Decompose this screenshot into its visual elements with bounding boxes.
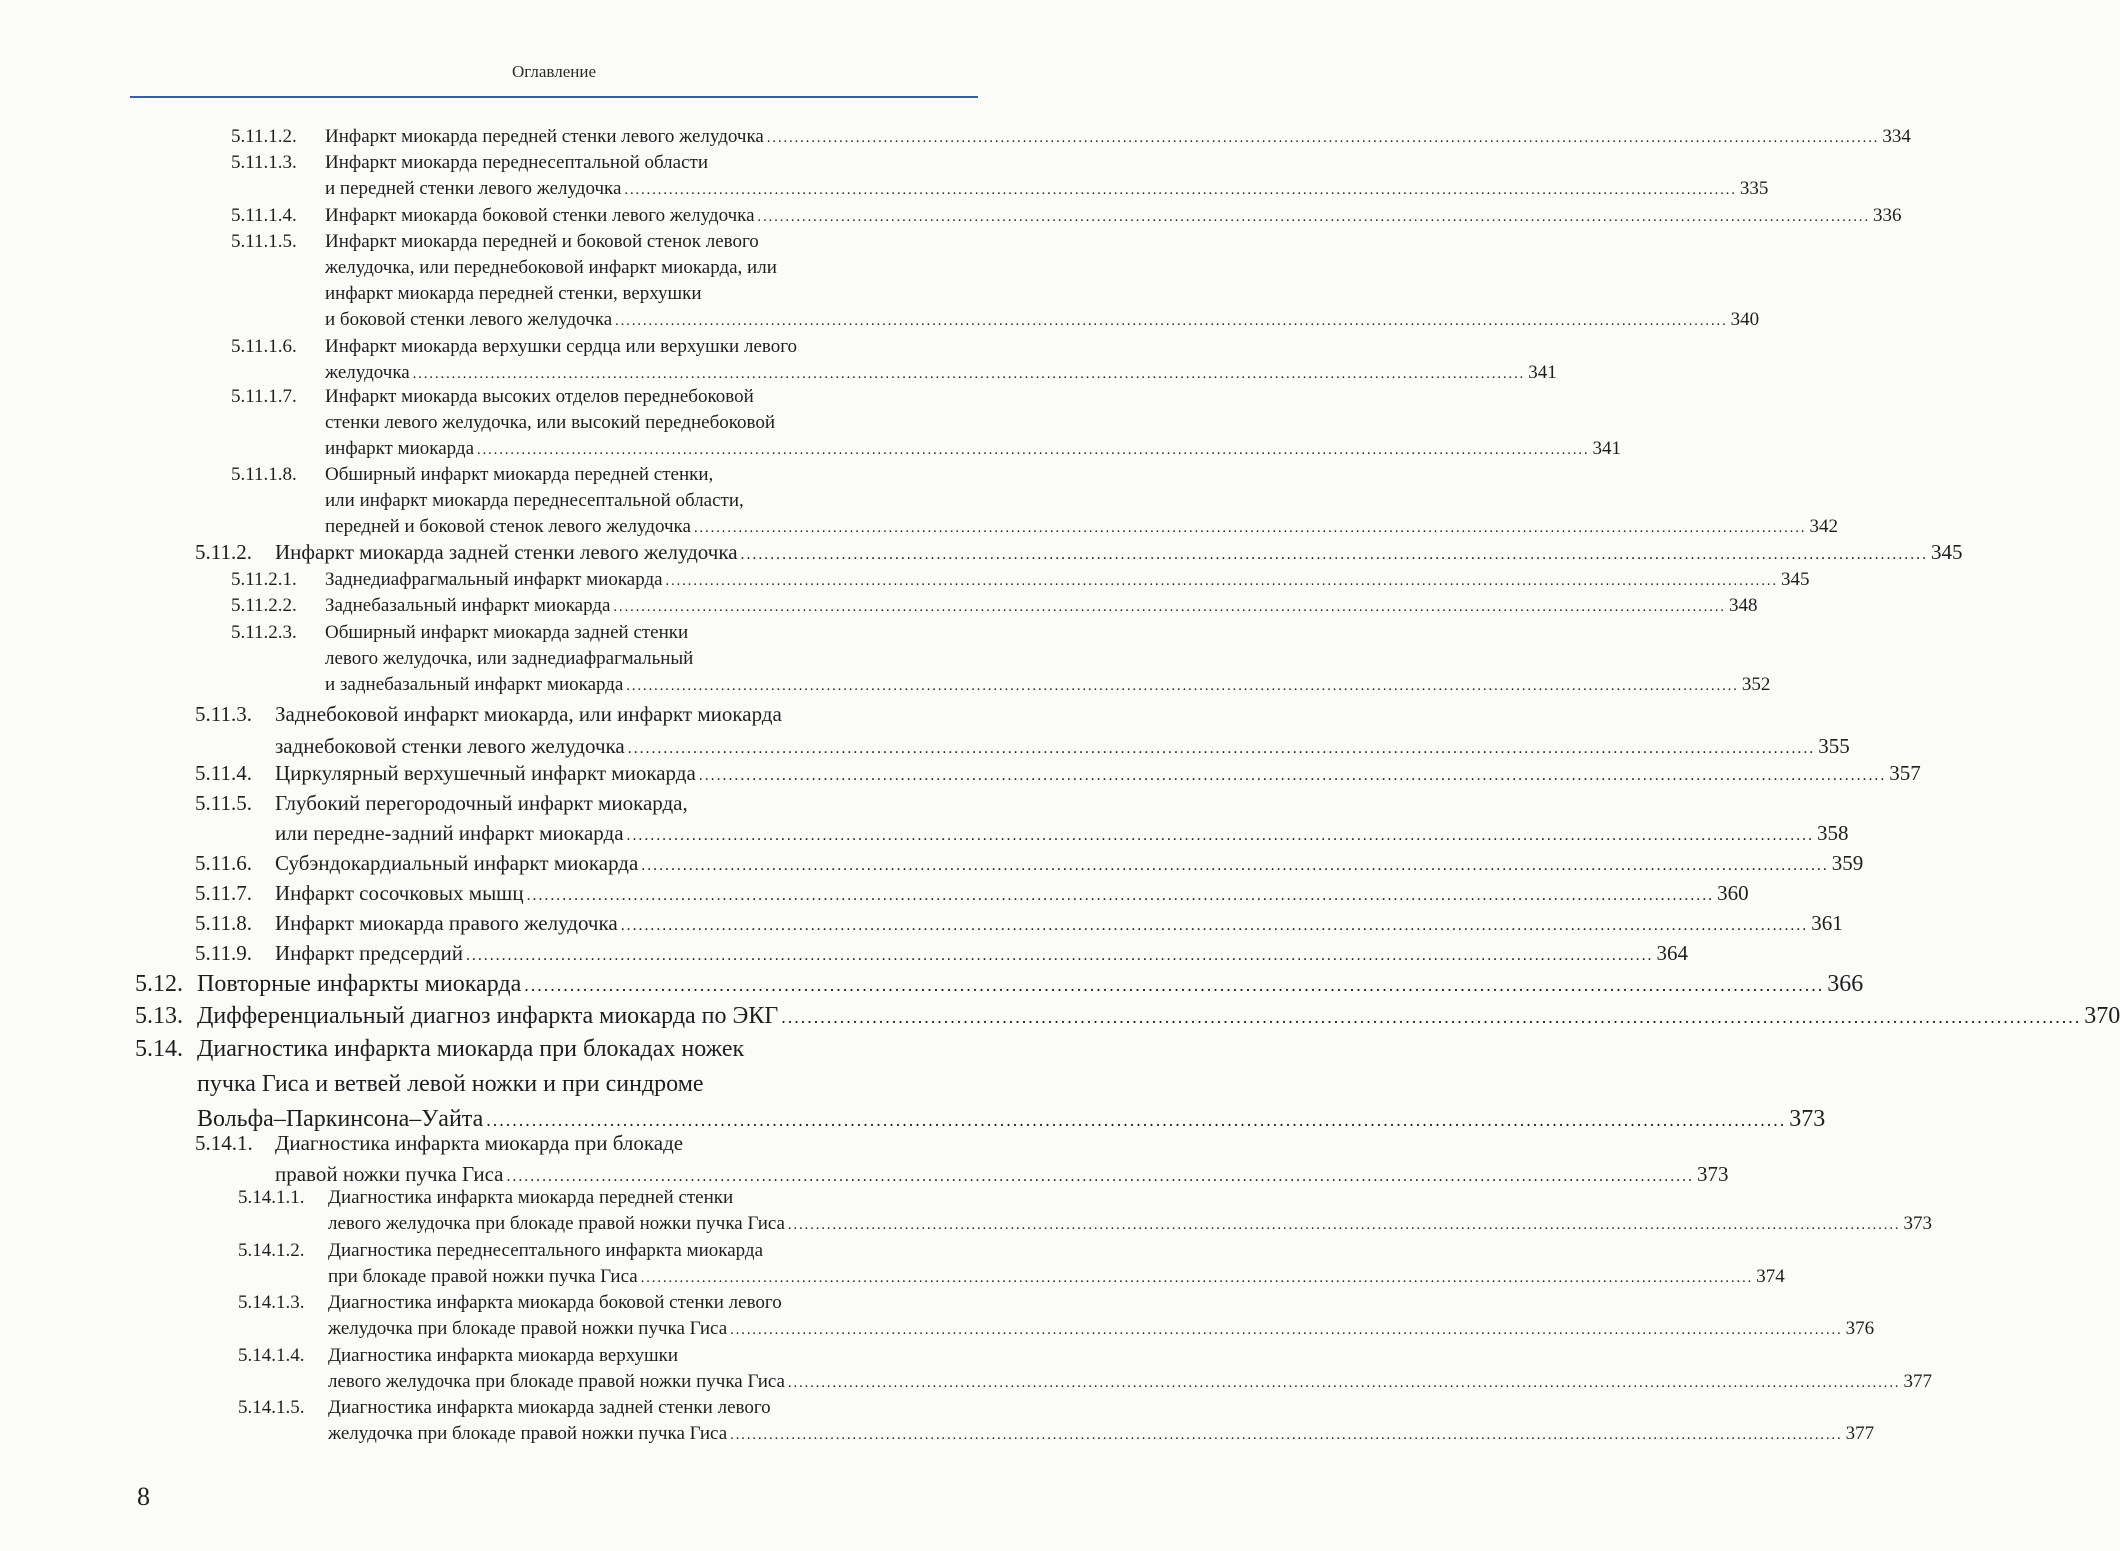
dot-leader: ........................................................................................................................................................................................................ [620,917,1809,934]
toc-entry-number: 5.11.3. [195,702,252,726]
toc-entry-title: Дифференциальный диагноз инфаркта миокарда по ЭКГ [197,1003,779,1029]
toc-entry-title: пучка Гиса и ветвей левой ножки и при синдроме [197,1071,704,1097]
toc-entry-page: 373 [1903,1213,1932,1234]
toc-entry-line [275,818,1849,851]
toc-entry-number: 5.11.7. [195,881,252,905]
dot-leader: ........................................................................................................................................................................................................ [477,442,1590,458]
toc-entry-title: Инфаркт миокарда передней стенки левого желудочка [325,126,764,147]
toc-entry-title: Инфаркт миокарда боковой стенки левого желудочка [325,205,755,226]
toc-entry-page: 366 [1827,971,1864,997]
toc-entry-page: 358 [1817,821,1849,845]
toc-entry [135,1032,1826,1137]
toc-entry [231,567,1810,593]
dot-leader: ........................................................................................................................................................................................................ [698,767,1887,784]
toc-entry-title: Инфаркт миокарда задней стенки левого желудочка [275,540,738,564]
toc-entry-line [275,758,1921,791]
toc-entry [238,1238,1785,1290]
toc-entry-title: Инфаркт миокарда переднесептальной области [325,152,709,173]
toc-entry-line [275,938,1688,971]
toc-entry-title: Диагностика инфаркта миокарда передней стенки [328,1187,734,1208]
dot-leader: ........................................................................................................................................................................................................ [626,827,1815,844]
toc-entry-page: 377 [1903,1371,1932,1392]
toc-entry-number: 5.11.2.1. [231,569,297,590]
toc-entry-title: стенки левого желудочка, или высокий переднебоковой [325,412,776,433]
toc-entry-line [328,1316,1875,1343]
toc-entry-title: Инфаркт миокарда правого желудочка [275,911,618,935]
toc-entry-page: 336 [1873,205,1902,226]
toc-entry-title: левого желудочка при блокаде правой ножки пучка Гиса [328,1371,785,1392]
toc-entry-line [325,203,1902,230]
toc-entry-line [275,908,1843,941]
dot-leader: ........................................................................................................................................................................................................ [641,857,1829,874]
dot-leader: ........................................................................................................................................................................................................ [526,887,1715,904]
toc-entry-title: или инфаркт миокарда переднесептальной области, [325,490,744,511]
dot-leader: ........................................................................................................................................................................................................ [693,520,1807,536]
toc-entry-page: 355 [1818,734,1850,758]
toc-entry-line [325,360,1557,387]
toc-entry-line [325,593,1758,620]
toc-entry-title: при блокаде правой ножки пучка Гиса [328,1266,638,1287]
toc-entry-number: 5.11.1.3. [231,152,297,173]
toc-entry-title: Вольфа–Паркинсона–Уайта [197,1106,484,1132]
toc-entry-number: 5.14.1.3. [238,1292,305,1313]
toc-entry-line [275,539,1963,568]
toc-entry-number: 5.14.1.1. [238,1187,305,1208]
dot-leader: ........................................................................................................................................................................................................ [615,313,1728,329]
toc-entry-page: 377 [1845,1423,1875,1444]
toc-entry-title: и передней стенки левого желудочка [325,178,622,199]
toc-entry-number: 5.14.1.4. [238,1345,305,1366]
toc-entry-page: 342 [1809,516,1838,537]
toc-entry-title: Диагностика инфаркта миокарда задней стенки левого [328,1397,771,1418]
toc-entry-line [325,176,1769,203]
toc-entry-page: 370 [2084,1003,2120,1029]
toc-entry-title: желудочка при блокаде правой ножки пучка Гиса [328,1423,728,1444]
toc-entry [195,539,1963,565]
toc-entry-title: Обширный инфаркт миокарда задней стенки [325,622,689,643]
toc-entry-line [328,1211,1932,1238]
toc-entry-line [328,1369,1932,1396]
toc-entry [135,968,1864,1000]
toc-entry-line [328,1421,1875,1448]
dot-leader: ........................................................................................................................................................................................................ [524,975,1825,995]
toc-entry [231,620,1771,698]
toc-entry-number: 5.11.2.2. [231,595,297,616]
toc-entry-page: 341 [1528,362,1557,383]
toc-entry-title: Инфаркт миокарда передней и боковой стенок левого [325,231,759,252]
toc-entry-number: 5.11.1.5. [231,231,297,252]
toc-entry-page: 360 [1717,881,1749,905]
toc-entry [238,1395,1875,1447]
toc-entry-title: передней и боковой стенок левого желудочка [325,516,691,537]
toc-entry-line [325,567,1810,594]
toc-entry-number: 5.11.1.4. [231,205,297,226]
toc-entry-title: Инфаркт сосочковых мышц [275,881,524,905]
toc-entry [231,124,1911,150]
toc-entry [135,1000,2120,1032]
toc-entry-line [197,1000,2120,1033]
toc-entry-title: Диагностика инфаркта миокарда боковой стенки левого [328,1292,782,1313]
toc-entry-title: левого желудочка, или заднедиафрагмальный [325,648,694,669]
toc-entry-title: Субэндокардиальный инфаркт миокарда [275,851,639,875]
dot-leader: ........................................................................................................................................................................................................ [626,678,1739,694]
toc-entry-number: 5.14.1.2. [238,1240,305,1261]
toc-entry-title: желудочка, или переднебоковой инфаркт миокарда, или [325,257,777,278]
toc-entry-title: Повторные инфаркты миокарда [197,971,522,997]
toc-entry [238,1185,1932,1237]
toc-entry-line [275,848,1864,881]
toc-entry-page: 348 [1728,595,1758,616]
toc-entry [231,462,1838,540]
toc-entry-title: инфаркт миокарда [325,438,475,459]
toc-entry-title: заднебоковой стенки левого желудочка [275,734,625,758]
toc-entry-title: Заднебазальный инфаркт миокарда [325,595,611,616]
toc-entry-page: 334 [1882,126,1911,147]
toc-entry-number: 5.11.2. [195,540,252,564]
toc-entry-number: 5.11.6. [195,851,252,875]
toc-entry-title: Диагностика переднесептального инфаркта миокарда [328,1240,764,1261]
toc-entry [231,229,1760,333]
toc-entry [195,908,1843,938]
toc-entry-title: Диагностика инфаркта миокарда при блокадах ножек [197,1036,745,1062]
toc-entry-title: Диагностика инфаркта миокарда верхушки [328,1345,679,1366]
dot-leader: ........................................................................................................................................................................................................ [412,366,1526,382]
dot-leader: ........................................................................................................................................................................................................ [627,740,1816,757]
toc-entry [231,593,1758,619]
toc-entry [195,788,1849,848]
toc-entry-line [325,514,1838,541]
toc-entry-page: 345 [1781,569,1810,590]
toc-entry [231,150,1769,202]
toc-entry-page: 374 [1756,1266,1785,1287]
toc-entry-number: 5.11.1.6. [231,336,297,357]
toc-entry-number: 5.11.9. [195,941,252,965]
toc-entry-page: 335 [1739,178,1769,199]
toc-entry-title: правой ножки пучка Гиса [275,1162,504,1186]
toc-entry [195,698,1850,762]
toc-entry-line [197,968,1864,1001]
dot-leader: ........................................................................................................................................................................................................ [766,130,1880,146]
toc-entry [238,1290,1875,1342]
page-number: 8 [137,1482,150,1511]
dot-leader: ........................................................................................................................................................................................................ [506,1168,1694,1185]
toc-entry-title: Заднебоковой инфаркт миокарда, или инфаркт миокарда [275,702,782,726]
toc-entry-title: Инфаркт предсердий [275,941,463,965]
toc-entry-title: Диагностика инфаркта миокарда при блокаде [275,1131,684,1155]
toc-entry [195,878,1749,908]
dot-leader: ........................................................................................................................................................................................................ [486,1110,1787,1130]
toc-entry-title: желудочка при блокаде правой ножки пучка Гиса [328,1318,728,1339]
toc-entry-page: 340 [1730,309,1760,330]
toc-entry-page: 341 [1592,438,1622,459]
toc-entry-number: 5.13. [135,1003,183,1029]
toc-entry-title: Инфаркт миокарда высоких отделов переднебоковой [325,386,754,407]
dot-leader: ........................................................................................................................................................................................................ [757,209,1871,225]
toc-entry-number: 5.11.1.8. [231,464,297,485]
toc-entry-title: Инфаркт миокарда верхушки сердца или верхушки левого [325,336,798,357]
toc-entry-number: 5.14.1. [195,1131,253,1155]
toc-entry-page: 376 [1845,1318,1875,1339]
toc-entry [195,758,1921,788]
toc-entry-number: 5.14.1.5. [238,1397,305,1418]
running-header: Оглавление [512,62,596,81]
toc-entry-page: 373 [1789,1106,1826,1132]
dot-leader: ........................................................................................................................................................................................................ [640,1270,1754,1286]
dot-leader: ........................................................................................................................................................................................................ [665,573,1779,589]
toc-entry [231,203,1902,229]
toc-entry-page: 359 [1831,851,1864,875]
toc-entry-page: 364 [1656,941,1688,965]
toc-entry-page: 373 [1696,1162,1729,1186]
toc-entry-number: 5.11.2.3. [231,622,297,643]
toc-entry [195,1128,1729,1190]
toc-entry-number: 5.11.1.7. [231,386,297,407]
dot-leader: ........................................................................................................................................................................................................ [730,1322,1843,1338]
toc-entry-title: желудочка [325,362,410,383]
toc-entry-line [325,672,1771,699]
toc-entry-line [328,1264,1785,1291]
dot-leader: ........................................................................................................................................................................................................ [787,1217,1901,1233]
toc-entry-line [325,124,1911,151]
toc-entry-page: 361 [1811,911,1843,935]
toc-entry [195,848,1864,878]
toc-entry-title: инфаркт миокарда передней стенки, верхушки [325,283,702,304]
toc-entry-number: 5.11.4. [195,761,252,785]
toc-entry-line [325,307,1760,334]
dot-leader: ........................................................................................................................................................................................................ [624,182,1737,198]
dot-leader: ........................................................................................................................................................................................................ [781,1007,2082,1027]
toc-entry-title: или передне-задний инфаркт миокарда [275,821,624,845]
toc-entry-page: 352 [1741,674,1771,695]
toc-entry-title: Обширный инфаркт миокарда передней стенки, [325,464,714,485]
toc-entry-line [275,878,1749,911]
toc-entry-title: Заднедиафрагмальный инфаркт миокарда [325,569,663,590]
toc-entry-number: 5.14. [135,1036,183,1062]
dot-leader: ........................................................................................................................................................................................................ [787,1375,1901,1391]
toc-entry-title: левого желудочка при блокаде правой ножки пучка Гиса [328,1213,785,1234]
toc-entry-line [325,436,1622,463]
toc-entry-number: 5.12. [135,971,183,997]
toc-entry-page: 345 [1931,540,1963,564]
toc-entry [238,1343,1932,1395]
toc-entry-page: 357 [1889,761,1921,785]
toc-entry-title: и боковой стенки левого желудочка [325,309,613,330]
toc-entry-number: 5.11.8. [195,911,252,935]
toc-entry-title: Глубокий перегородочный инфаркт миокарда, [275,791,688,815]
dot-leader: ........................................................................................................................................................................................................ [613,599,1726,615]
dot-leader: ........................................................................................................................................................................................................ [740,546,1929,563]
toc-entry-title: Циркулярный верхушечный инфаркт миокарда [275,761,696,785]
toc-entry-number: 5.11.5. [195,791,252,815]
dot-leader: ........................................................................................................................................................................................................ [465,947,1654,964]
toc-entry-number: 5.11.1.2. [231,126,297,147]
dot-leader: ........................................................................................................................................................................................................ [730,1427,1843,1443]
toc-entry-title: и заднебазальный инфаркт миокарда [325,674,624,695]
toc-entry [195,938,1688,968]
toc-entry [231,334,1557,386]
toc-entry [231,384,1622,462]
